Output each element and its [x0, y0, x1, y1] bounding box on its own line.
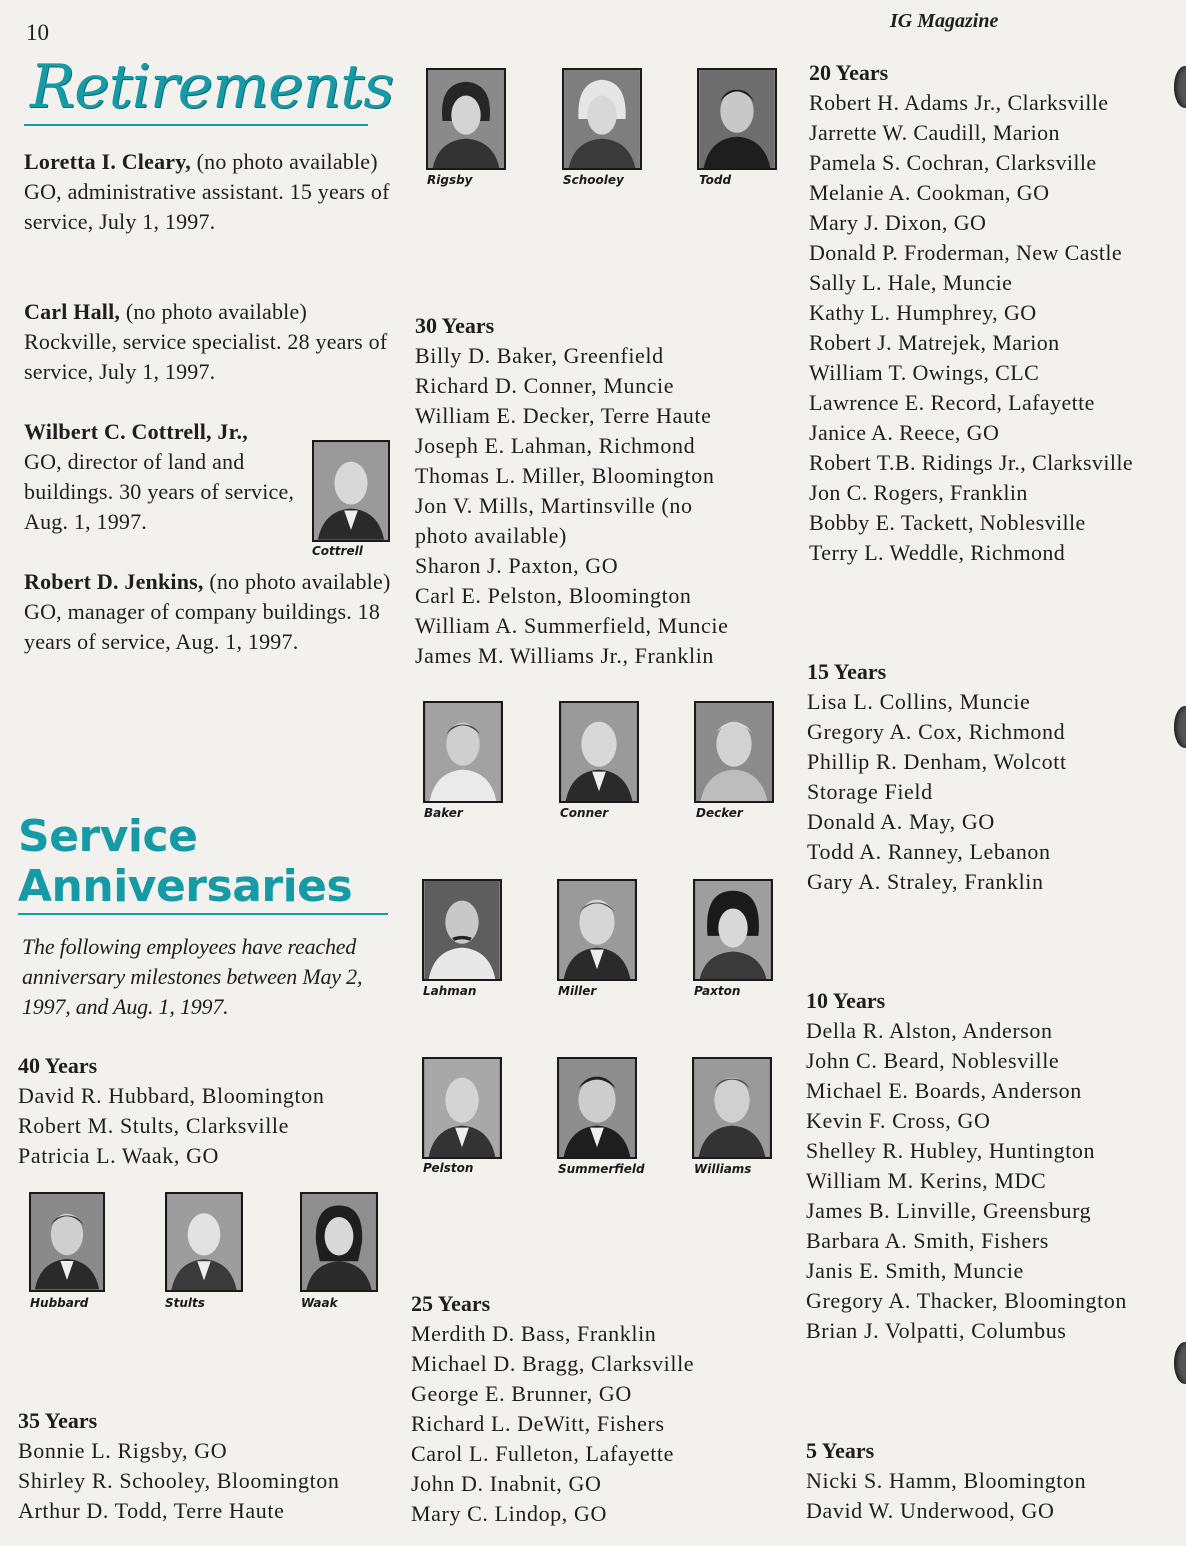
retiree-details: GO, director of land and buildings. 30 years of service, Aug. 1, 1997. [24, 449, 295, 534]
group-20-years [809, 58, 1179, 568]
photo-caption: Hubbard [30, 1296, 89, 1310]
photo-caption: Waak [301, 1296, 338, 1310]
photo-caption: Conner [560, 806, 609, 820]
list-item: Mary C. Lindop, GO [411, 1501, 607, 1526]
list-item: Phillip R. Denham, Wolcott [807, 749, 1067, 774]
retiree-name: Wilbert C. Cottrell, Jr., [24, 419, 248, 444]
list-item: Melanie A. Cookman, GO [809, 180, 1050, 205]
portrait-photo-baker [423, 701, 503, 803]
photo-caption: Williams [694, 1162, 752, 1176]
list-item: Joseph E. Lahman, Richmond [415, 433, 696, 458]
list-item: Jon V. Mills, Martinsville (no [415, 493, 693, 518]
portrait-photo-miller [557, 879, 637, 981]
retiree-details: (no photo available) GO, administrative assistant. 15 years of service, July 1, 1997. [24, 149, 390, 234]
portrait-photo-decker [694, 701, 774, 803]
list-item: Sally L. Hale, Muncie [809, 270, 1013, 295]
portrait-photo-schooley [562, 68, 642, 170]
list-item: Terry L. Weddle, Richmond [809, 540, 1066, 565]
list-item: William A. Summerfield, Muncie [415, 613, 729, 638]
group-title: 15 Years [807, 659, 887, 684]
list-item: Janice A. Reece, GO [809, 420, 1000, 445]
photo-caption: Decker [696, 806, 743, 820]
list-item: Lisa L. Collins, Muncie [807, 689, 1031, 714]
photo-caption: Stults [165, 1296, 205, 1310]
group-30-years [415, 311, 795, 671]
photo-caption: Miller [558, 984, 597, 998]
magazine-title: IG Magazine [890, 10, 999, 32]
group-title: 40 Years [18, 1053, 98, 1078]
list-item: Jon C. Rogers, Franklin [809, 480, 1028, 505]
list-item: James M. Williams Jr., Franklin [415, 643, 715, 668]
group-title: 5 Years [806, 1438, 875, 1463]
photo-caption: Paxton [694, 984, 741, 998]
list-item: Richard D. Conner, Muncie [415, 373, 675, 398]
photo-caption: Todd [699, 173, 732, 187]
retiree-name: Carl Hall, [24, 299, 121, 324]
binder-hole [1174, 1342, 1186, 1384]
list-item: Richard L. DeWitt, Fishers [411, 1411, 665, 1436]
portrait-photo-todd [697, 68, 777, 170]
group-title: 10 Years [806, 988, 886, 1013]
list-item: James B. Linville, Greensburg [806, 1198, 1092, 1223]
list-item: Todd A. Ranney, Lebanon [807, 839, 1051, 864]
list-item: Patricia L. Waak, GO [18, 1143, 220, 1168]
retiree-details: (no photo available) GO, manager of company buildings. 18 years of service, Aug. 1, 1997. [24, 569, 391, 654]
portrait-photo-hubbard [29, 1192, 105, 1292]
list-item: David W. Underwood, GO [806, 1498, 1055, 1523]
portrait-photo-waak [300, 1192, 378, 1292]
name-list [806, 1016, 1176, 1346]
heading-line: Service [18, 811, 198, 862]
name-list [807, 687, 1177, 897]
heading-line: Anniversaries [18, 861, 353, 912]
retirements-heading: Retirements [30, 52, 394, 122]
photo-caption: Rigsby [427, 173, 473, 187]
heading-rule [18, 913, 388, 915]
retirement-entry [24, 567, 392, 657]
retiree-name: Loretta I. Cleary, [24, 149, 191, 174]
list-item: Robert J. Matrejek, Marion [809, 330, 1060, 355]
list-item: Brian J. Volpatti, Columbus [806, 1318, 1067, 1343]
portrait-photo-summerfield [557, 1057, 637, 1159]
photo-caption: Summerfield [558, 1162, 645, 1176]
list-item: Merdith D. Bass, Franklin [411, 1321, 657, 1346]
list-item: Carl E. Pelston, Bloomington [415, 583, 692, 608]
group-35-years [18, 1406, 398, 1526]
list-item: Donald P. Froderman, New Castle [809, 240, 1123, 265]
list-item: John D. Inabnit, GO [411, 1471, 602, 1496]
list-item: Gregory A. Cox, Richmond [807, 719, 1066, 744]
group-25-years [411, 1289, 791, 1529]
photo-caption: Cottrell [312, 544, 363, 558]
list-item: Carol L. Fulleton, Lafayette [411, 1441, 674, 1466]
list-item: Gary A. Straley, Franklin [807, 869, 1044, 894]
list-item: Kathy L. Humphrey, GO [809, 300, 1037, 325]
list-item: William M. Kerins, MDC [806, 1168, 1047, 1193]
group-title: 35 Years [18, 1408, 98, 1433]
retiree-name: Robert D. Jenkins, [24, 569, 204, 594]
list-item: William E. Decker, Terre Haute [415, 403, 712, 428]
list-item: Donald A. May, GO [807, 809, 995, 834]
list-item: Shirley R. Schooley, Bloomington [18, 1468, 340, 1493]
retirement-details-block [24, 447, 306, 537]
list-item: Pamela S. Cochran, Clarksville [809, 150, 1097, 175]
list-item: Michael E. Boards, Anderson [806, 1078, 1082, 1103]
photo-caption: Baker [424, 806, 463, 820]
list-item: George E. Brunner, GO [411, 1381, 632, 1406]
list-item: Nicki S. Hamm, Bloomington [806, 1468, 1087, 1493]
list-item: Robert T.B. Ridings Jr., Clarksville [809, 450, 1134, 475]
name-list [18, 1436, 398, 1526]
group-40-years [18, 1051, 398, 1171]
portrait-photo-williams [692, 1057, 772, 1159]
list-item: Billy D. Baker, Greenfield [415, 343, 664, 368]
portrait-photo-cottrell [312, 440, 390, 542]
list-item: Jarrette W. Caudill, Marion [809, 120, 1060, 145]
group-15-years [807, 657, 1177, 897]
portrait-photo-conner [559, 701, 639, 803]
list-item: Robert H. Adams Jr., Clarksville [809, 90, 1109, 115]
list-item: Arthur D. Todd, Terre Haute [18, 1498, 285, 1523]
name-list [806, 1466, 1176, 1526]
portrait-photo-lahman [422, 879, 502, 981]
list-item: photo available) [415, 523, 567, 548]
group-10-years [806, 986, 1176, 1346]
group-title: 25 Years [411, 1291, 491, 1316]
photo-caption: Schooley [563, 173, 624, 187]
name-list [411, 1319, 791, 1529]
name-list [18, 1081, 398, 1171]
portrait-photo-rigsby [426, 68, 506, 170]
group-title: 30 Years [415, 313, 495, 338]
group-5-years [806, 1436, 1176, 1526]
retirement-entry [24, 147, 396, 237]
photo-caption: Lahman [423, 984, 477, 998]
list-item: Sharon J. Paxton, GO [415, 553, 619, 578]
portrait-photo-paxton [693, 879, 773, 981]
intro-text: The following employees have reached anniversary milestones between May 2, 1997, and Aug. 1, 1997. [22, 934, 363, 1019]
heading-rule [24, 124, 368, 126]
list-item: John C. Beard, Noblesville [806, 1048, 1060, 1073]
list-item: Shelley R. Hubley, Huntington [806, 1138, 1096, 1163]
list-item: Storage Field [807, 779, 933, 804]
portrait-photo-pelston [422, 1057, 502, 1159]
list-item: Lawrence E. Record, Lafayette [809, 390, 1095, 415]
photo-caption: Pelston [423, 1161, 474, 1175]
list-item: David R. Hubbard, Bloomington [18, 1083, 325, 1108]
portrait-photo-stults [165, 1192, 243, 1292]
list-item: Michael D. Bragg, Clarksville [411, 1351, 695, 1376]
group-title: 20 Years [809, 60, 889, 85]
list-item: Kevin F. Cross, GO [806, 1108, 991, 1133]
list-item: Bobby E. Tackett, Noblesville [809, 510, 1086, 535]
list-item: Mary J. Dixon, GO [809, 210, 987, 235]
name-list [415, 341, 795, 671]
list-item: Thomas L. Miller, Bloomington [415, 463, 715, 488]
list-item: Della R. Alston, Anderson [806, 1018, 1053, 1043]
list-item: Gregory A. Thacker, Bloomington [806, 1288, 1127, 1313]
retirement-entry [24, 297, 396, 387]
name-list [809, 88, 1179, 568]
list-item: William T. Owings, CLC [809, 360, 1040, 385]
list-item: Janis E. Smith, Muncie [806, 1258, 1024, 1283]
list-item: Robert M. Stults, Clarksville [18, 1113, 290, 1138]
list-item: Bonnie L. Rigsby, GO [18, 1438, 228, 1463]
list-item: Barbara A. Smith, Fishers [806, 1228, 1049, 1253]
retiree-details: (no photo available) Rockville, service specialist. 28 years of service, July 1, 1997. [24, 299, 388, 384]
page-number: 10 [26, 20, 49, 45]
service-anniversaries-heading [18, 812, 352, 912]
